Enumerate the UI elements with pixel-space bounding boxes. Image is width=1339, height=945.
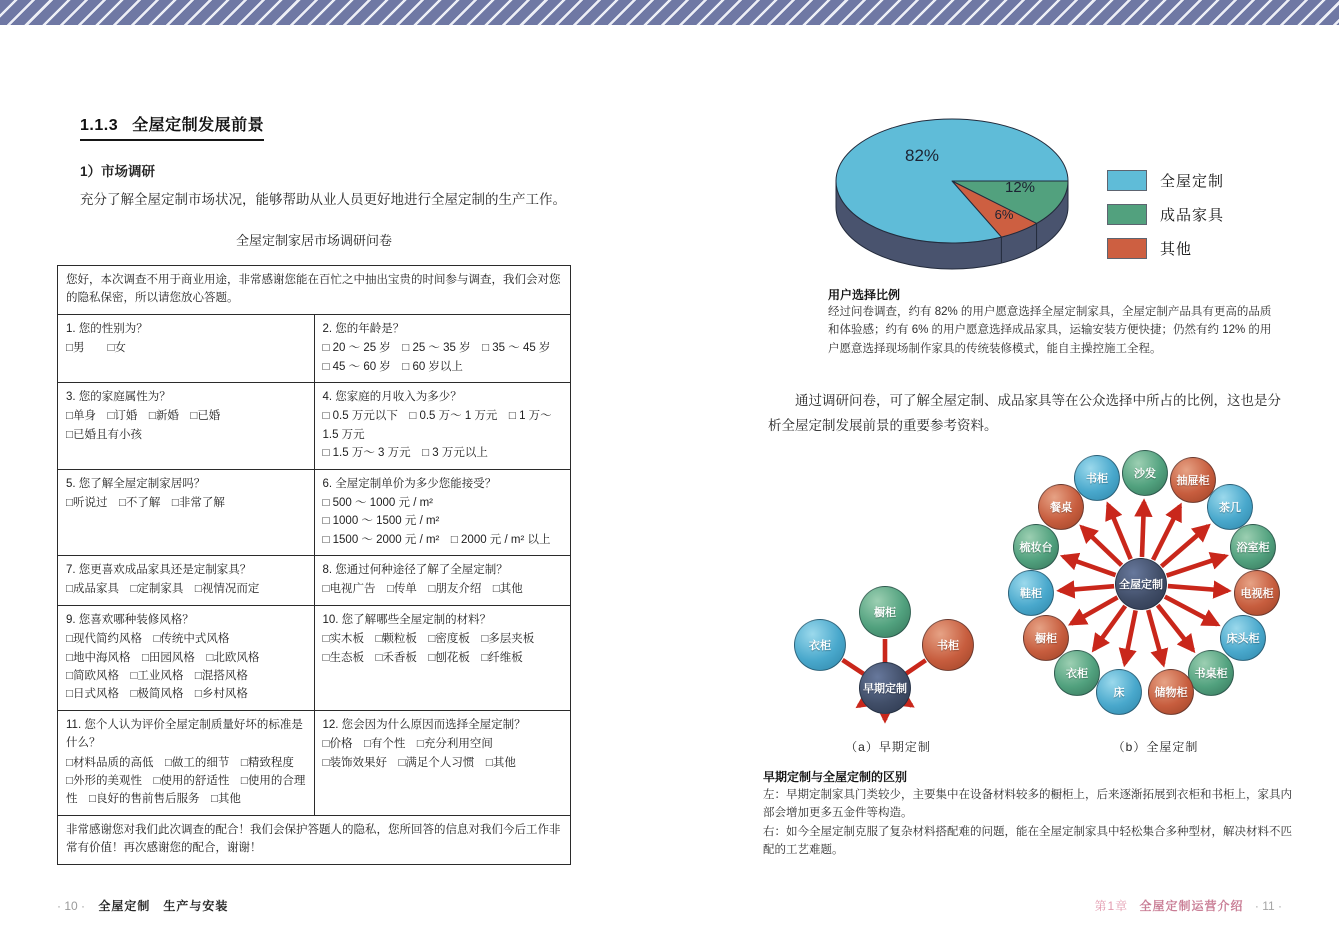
decorative-striped-bar (0, 0, 1339, 25)
pie-legend (1107, 170, 1224, 272)
page-number-right: · 11 · (1254, 899, 1282, 913)
survey-options-line: □ 45 ～ 60 岁 □ 60 岁以上 (322, 360, 463, 373)
legend-swatch (1107, 170, 1147, 191)
diagram-early-customization (788, 445, 988, 755)
page-footer-left (57, 897, 228, 914)
diagram-node: 电视柜 (1234, 570, 1280, 616)
survey-question-cell (58, 314, 315, 382)
survey-options-line: □听说过 □不了解 □非常了解 (66, 496, 225, 509)
diagram-node: 床头柜 (1220, 615, 1266, 661)
survey-question-cell (314, 556, 571, 606)
survey-question-cell (314, 314, 571, 382)
pie-slice-label: 82% (904, 146, 940, 165)
pie-slice-label: 6% (994, 207, 1014, 222)
legend-label: 成品家具 (1160, 207, 1225, 224)
diagram-node: 沙发 (1122, 450, 1168, 496)
legend-swatch (1107, 204, 1147, 225)
diagram-node: 书桌柜 (1188, 650, 1234, 696)
survey-options-line: □生态板 □禾香板 □刨花板 □纤维板 (322, 651, 523, 664)
survey-question-cell (58, 605, 315, 710)
survey-question-row (58, 556, 571, 606)
survey-question-row (58, 710, 571, 815)
diagram-note-title: 早期定制与全屋定制的区别 (763, 770, 908, 784)
diagram-node: 浴室柜 (1230, 524, 1276, 570)
book-title: 全屋定制 生产与安装 (98, 899, 229, 913)
survey-options-line: □电视广告 □传单 □朋友介绍 □其他 (322, 583, 523, 596)
diagram-whole-house-customization (1008, 445, 1303, 755)
diagram-node: 茶几 (1207, 484, 1253, 530)
diagram-node: 早期定制 (859, 662, 911, 714)
diagram-node: 储物柜 (1148, 669, 1194, 715)
analysis-paragraph: 通过调研问卷，可了解全屋定制、成品家具等在公众选择中所占的比例，这也是分析全屋定制发展前景的重要参考资料。 (768, 393, 1281, 433)
section-number: 1.1.3 (80, 117, 119, 134)
diagram-node: 餐桌 (1038, 484, 1084, 530)
diagram-node: 书柜 (922, 619, 974, 671)
diagram-arrow (1165, 597, 1218, 625)
legend-row (1107, 170, 1224, 191)
survey-options-line: □价格 □有个性 □充分利用空间 (322, 738, 493, 751)
survey-table-body (58, 266, 571, 816)
survey-options-line: □ 500 ～ 1000 元 / m² (322, 496, 433, 509)
survey-options-line: □装饰效果好 □满足个人习惯 □其他 (322, 756, 516, 769)
section-title: 全屋定制发展前景 (132, 117, 265, 134)
survey-options-line: □男 □女 (66, 342, 126, 355)
diagram-node: 床 (1096, 669, 1142, 715)
legend-swatch (1107, 238, 1147, 259)
survey-header-row (58, 266, 571, 315)
diagram-arrow (1142, 502, 1144, 557)
survey-options-line: □ 1.5 万～ 3 万元 □ 3 万元以上 (322, 447, 488, 460)
survey-question-row (58, 314, 571, 382)
survey-options-line: □现代简约风格 □传统中式风格 (66, 633, 230, 646)
legend-label: 其他 (1160, 241, 1193, 258)
survey-options-line: □ 1500 ～ 2000 元 / m² □ 2000 元 / m² 以上 (322, 533, 551, 546)
legend-label: 全屋定制 (1160, 173, 1225, 190)
diagram-node: 橱柜 (859, 586, 911, 638)
chart-caption-body: 经过问卷调查，约有 82% 的用户愿意选择全屋定制家具，全屋定制产品具有更高的品质和体验感；约有 6% 的用户愿意选择成品家具，运输安装方便快捷；仍然有约 12% 的用户愿意选择现场制作家具的传统装修模式，能自主操控施工全程。 (828, 306, 1272, 355)
diagram-node: 梳妆台 (1013, 524, 1059, 570)
diagram-note-right: 右：如今全屋定制克服了复杂材料搭配难的问题，能在全屋定制家具中轻松集合多种型材，解决材料不匹配的工艺难题。 (763, 826, 1292, 856)
diagram-arrow (1082, 527, 1122, 565)
survey-options-line: □ 1000 ～ 1500 元 / m² (322, 515, 440, 528)
subsection-heading: 1）市场调研 (80, 164, 156, 179)
pie-chart-figure (828, 103, 1108, 278)
survey-options-line: □ 20 ～ 25 岁 □ 25 ～ 35 岁 □ 35 ～ 45 岁 (322, 342, 551, 355)
survey-question-text: 10. 您了解哪些全屋定制的材料？ (322, 613, 492, 626)
survey-question-cell (58, 556, 315, 606)
survey-options-line: □实木板 □颗粒板 □密度板 □多层夹板 (322, 633, 535, 646)
survey-question-text: 4. 您家庭的月收入为多少？ (322, 390, 462, 403)
survey-question-cell (58, 382, 315, 469)
figure-caption-b: （b）全屋定制 (1112, 740, 1199, 754)
legend-row (1107, 238, 1224, 259)
diagram-arrow (1063, 557, 1115, 575)
survey-question-text: 6. 全屋定制单价为多少您能接受？ (322, 477, 497, 490)
survey-footer-cell: 非常感谢您对我们此次调查的配合！我们会保护答题人的隐私，您所回答的信息对我们今后工作非常有价值！再次感谢您的配合，谢谢！ (58, 815, 571, 864)
survey-question-text: 3. 您的家庭属性为？ (66, 390, 171, 403)
diagram-node: 鞋柜 (1008, 570, 1054, 616)
diagram-arrow (1167, 556, 1226, 575)
survey-question-text: 1. 您的性别为？ (66, 322, 148, 335)
diagram-note-left: 左：早期定制家具门类较少，主要集中在设备材料较多的橱柜上，后来逐渐拓展到衣柜和书柜上，家具内部会增加更多五金件等构造。 (763, 789, 1292, 819)
page-number-left: · 10 · (57, 899, 86, 913)
diagram-arrow (1148, 610, 1163, 664)
survey-header-cell: 您好，本次调查不用于商业用途，非常感谢您能在百忙之中抽出宝贵的时间参与调查，我们会对您的隐私保密，所以请您放心答题。 (58, 266, 571, 315)
survey-question-row (58, 605, 571, 710)
diagram-arrow (1094, 606, 1125, 650)
page-footer-right (1094, 897, 1282, 914)
survey-question-cell (58, 710, 315, 815)
diagram-arrow (1108, 505, 1131, 559)
survey-question-cell (314, 469, 571, 556)
survey-question-cell (58, 469, 315, 556)
survey-question-row (58, 469, 571, 556)
diagram-arrow (1071, 597, 1117, 623)
survey-question-text: 8. 您通过何种途径了解了全屋定制？ (322, 564, 508, 577)
survey-options-line: □单身 □订婚 □新婚 □已婚 (66, 410, 221, 423)
survey-question-text: 12. 您会因为什么原因而选择全屋定制？ (322, 718, 526, 731)
legend-row (1107, 204, 1224, 225)
survey-options-line: □地中海风格 □田园风格 □北欧风格 (66, 651, 260, 664)
diagram-arrow (1168, 586, 1228, 591)
survey-question-text: 9. 您喜欢哪种装修风格？ (66, 613, 194, 626)
survey-question-text: 11. 您个人认为评价全屋定制质量好坏的标准是什么？ (66, 718, 303, 750)
survey-question-text: 7. 您更喜欢成品家具还是定制家具？ (66, 564, 252, 577)
diagram-node: 衣柜 (1054, 650, 1100, 696)
survey-question-text: 5. 您了解全屋定制家居吗？ (66, 477, 206, 490)
diagram-arrow (1060, 586, 1114, 590)
figure-caption-a: （a）早期定制 (845, 740, 931, 754)
survey-question-cell (314, 710, 571, 815)
diagram-node: 书柜 (1074, 455, 1120, 501)
survey-question-row (58, 382, 571, 469)
diagram-node: 衣柜 (794, 619, 846, 671)
section-heading (80, 112, 264, 141)
pie-chart (828, 103, 1108, 278)
chapter-title: 全屋定制运营介绍 (1139, 899, 1244, 913)
survey-table (57, 265, 571, 865)
survey-options-line: □成品家具 □定制家具 □视情况而定 (66, 583, 260, 596)
pie-slice-label: 12% (1004, 179, 1036, 196)
diagram-arrow (1125, 610, 1136, 663)
chart-caption-title: 用户选择比例 (828, 288, 901, 302)
survey-footer-row (58, 815, 571, 864)
survey-options-line: □简欧风格 □工业风格 □混搭风格 (66, 670, 248, 683)
survey-options-line: □ 0.5 万元以下 □ 0.5 万～ 1 万元 □ 1 万～ 1.5 万元 (322, 410, 552, 441)
diagram-node: 橱柜 (1023, 615, 1069, 661)
survey-question-text: 2. 您的年龄是？ (322, 322, 405, 335)
survey-options-line: □材料品质的高低 □做工的细节 □精致程度 □外形的美观性 □使用的舒适性 □使用的合理性 □良好的售前售后服务 □其他 (66, 756, 306, 806)
survey-question-cell (314, 605, 571, 710)
diagram-node: 全屋定制 (1115, 558, 1167, 610)
diagram-arrow (1158, 605, 1193, 650)
survey-options-line: □已婚且有小孩 (66, 428, 142, 441)
diagram-node: 抽屉柜 (1170, 457, 1216, 503)
intro-paragraph: 充分了解全屋定制市场状况，能够帮助从业人员更好地进行全屋定制的生产工作。 (80, 192, 566, 207)
survey-options-line: □日式风格 □极简风格 □乡村风格 (66, 688, 248, 701)
survey-table-title: 全屋定制家居市场调研问卷 (235, 233, 392, 248)
chapter-label: 第1章 (1094, 899, 1129, 913)
survey-question-cell (314, 382, 571, 469)
